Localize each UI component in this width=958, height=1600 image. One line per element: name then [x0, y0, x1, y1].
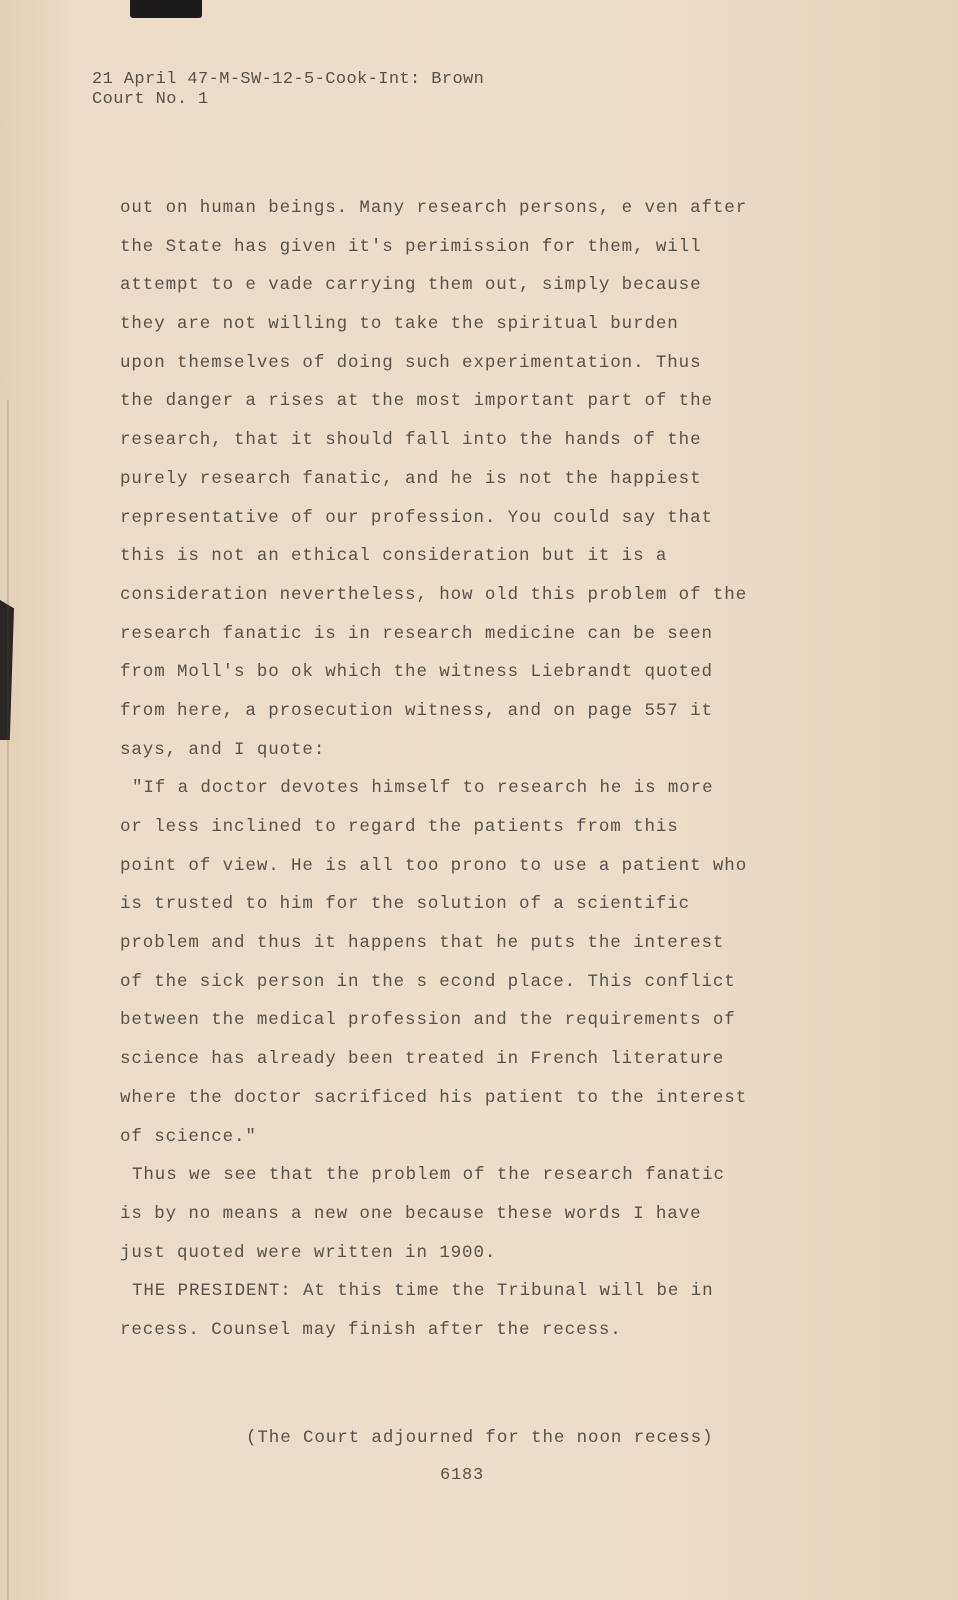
transcript-body	[120, 193, 920, 1354]
quote-line: where the doctor sacrificed his patient to the interest	[120, 1087, 748, 1108]
president-line: THE PRESIDENT: At this time the Tribunal will be in	[132, 1281, 714, 1302]
text-line: research fanatic is in research medicine can be seen	[120, 623, 713, 644]
quote-line: of science."	[120, 1126, 257, 1147]
text-line: this is not an ethical consideration but it is a	[120, 546, 668, 567]
binder-tab	[130, 0, 202, 18]
page-number: 6183	[440, 1466, 485, 1485]
text-line: attempt to e vade carrying them out, simply because	[120, 275, 702, 296]
text-line: research, that it should fall into the hands of the	[120, 430, 702, 451]
text-line: just quoted were written in 1900.	[120, 1242, 497, 1263]
text-line: consideration nevertheless, how old this problem of the	[120, 584, 748, 605]
text-line: from Moll's bo ok which the witness Liebrandt quoted	[120, 662, 713, 683]
quote-line: "If a doctor devotes himself to research he is more	[132, 778, 714, 799]
text-line: from here, a prosecution witness, and on page 557 it	[120, 700, 713, 721]
text-line: says, and I quote:	[120, 739, 326, 760]
text-line: the State has given it's perimission for them, will	[120, 236, 702, 257]
text-line: Thus we see that the problem of the research fanatic	[132, 1165, 725, 1186]
text-line: they are not willing to take the spiritual burden	[120, 314, 679, 335]
page-fold	[7, 400, 9, 1600]
quote-line: science has already been treated in French literature	[120, 1049, 725, 1070]
text-line: out on human beings. Many research persons, e ven after	[120, 198, 748, 218]
text-line: purely research fanatic, and he is not the happiest	[120, 468, 702, 489]
text-line: is by no means a new one because these words I have	[120, 1203, 702, 1224]
text-line: the danger a rises at the most important part of the	[120, 391, 713, 412]
quote-line: between the medical profession and the requirements of	[120, 1010, 736, 1031]
header-date-line: 21 April 47-M-SW-12-5-Cook-Int: Brown	[92, 70, 485, 89]
quote-line: point of view. He is all too prono to use a patient who	[120, 855, 748, 876]
quote-line: is trusted to him for the solution of a scientific	[120, 894, 691, 915]
header-court-line: Court No. 1	[92, 90, 209, 109]
document-header	[92, 70, 484, 110]
text-line: upon themselves of doing such experimentation. Thus	[120, 352, 702, 373]
quote-line: problem and thus it happens that he puts the interest	[120, 933, 725, 954]
adjournment-note: (The Court adjourned for the noon recess)	[246, 1428, 714, 1448]
text-line: representative of our profession. You could say that	[120, 507, 713, 528]
president-line: recess. Counsel may finish after the recess.	[120, 1319, 622, 1340]
quote-line: or less inclined to regard the patients from this	[120, 817, 679, 837]
quote-line: of the sick person in the s econd place. This conflict	[120, 971, 736, 992]
